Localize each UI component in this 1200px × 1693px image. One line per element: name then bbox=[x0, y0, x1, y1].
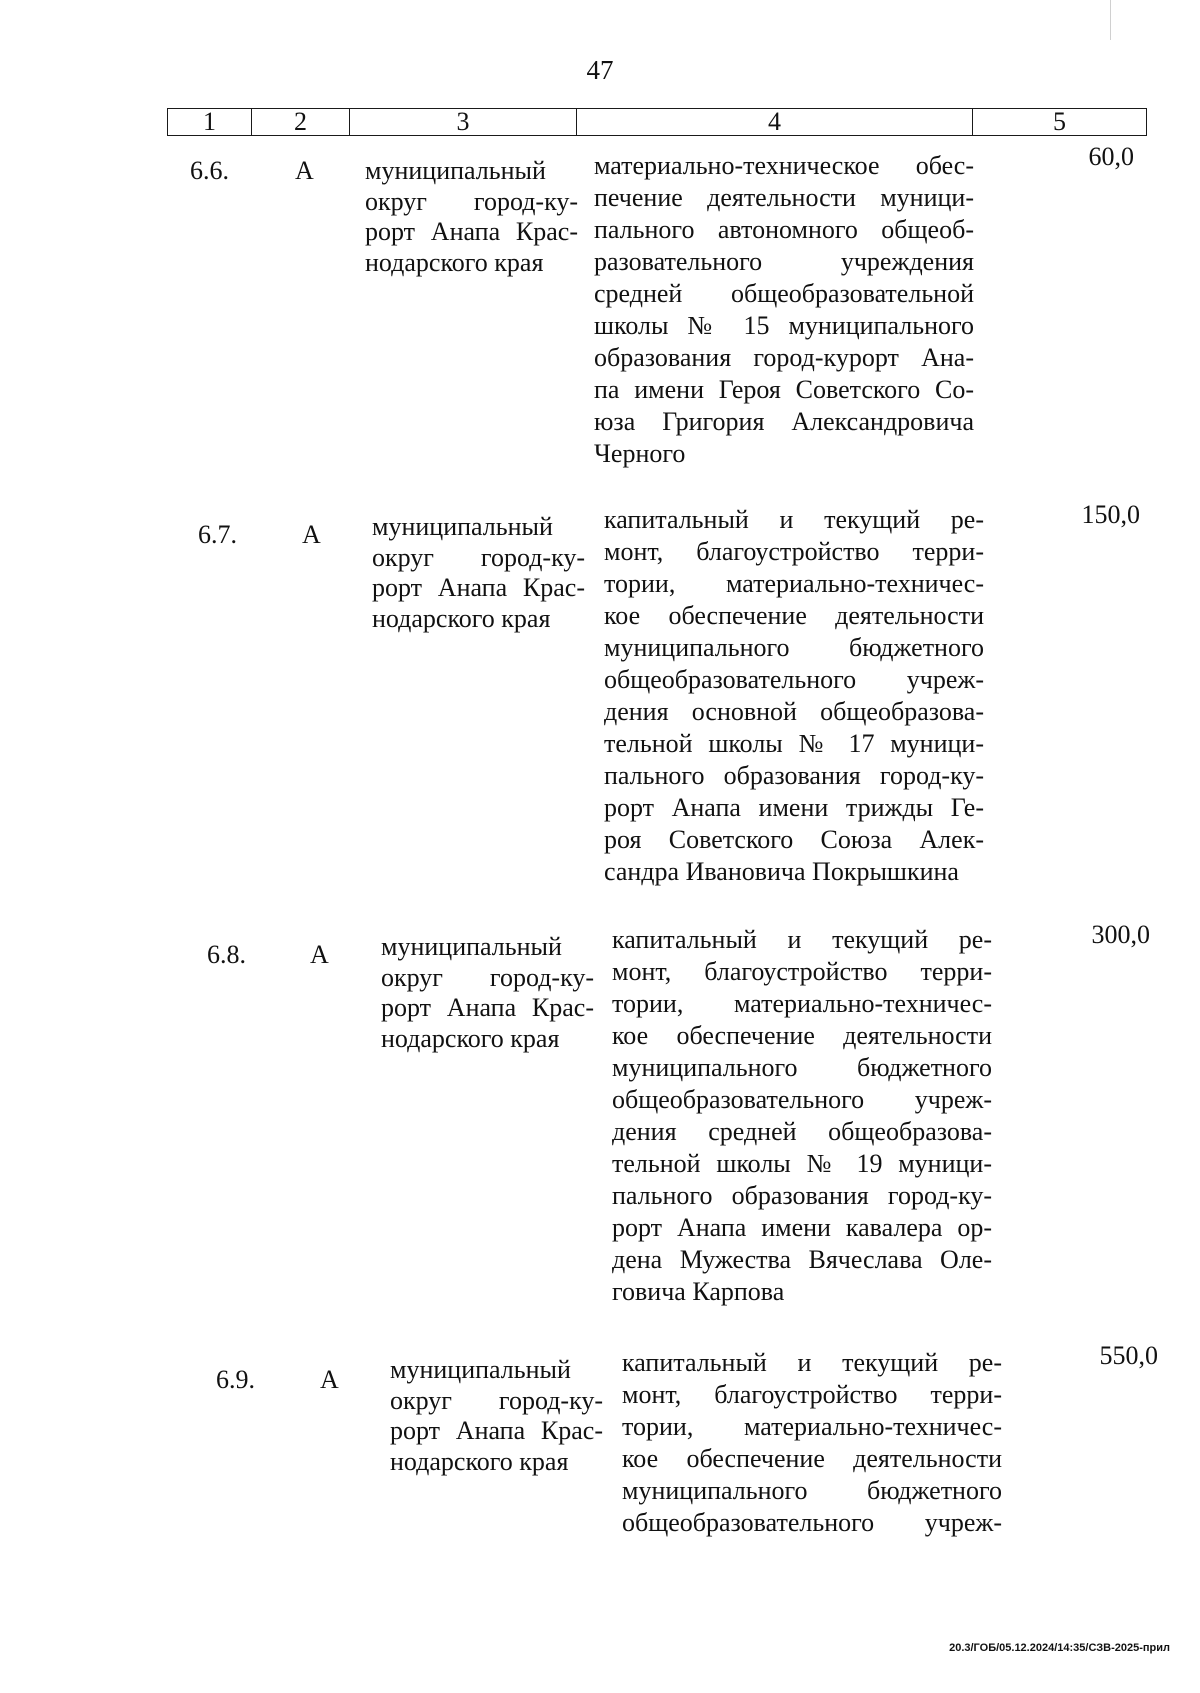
recipient-line: нодарского края bbox=[365, 247, 544, 277]
row-category: А bbox=[310, 940, 329, 969]
row-number: 6.7. bbox=[198, 520, 237, 549]
purpose-line: тельной школы № 19 муници- bbox=[612, 1149, 992, 1178]
row-amount: 300,0 bbox=[1091, 920, 1150, 949]
purpose-line: капитальный и текущий ре- bbox=[604, 505, 984, 534]
recipient-line: рорт Анапа Крас- bbox=[372, 573, 585, 602]
purpose-line: говича Карпова bbox=[612, 1277, 785, 1306]
row-recipient bbox=[381, 932, 594, 1054]
purpose-line: монт, благоустройство терри- bbox=[612, 957, 992, 986]
purpose-line: общеобразовательного учреж- bbox=[622, 1508, 1002, 1537]
document-footer-code: 20.3/ГОБ/05.12.2024/14:35/СЗВ-2025-прил bbox=[949, 1642, 1170, 1654]
purpose-line: монт, благоустройство терри- bbox=[604, 537, 984, 566]
purpose-line: сандра Ивановича Покрышкина bbox=[604, 857, 959, 886]
row-recipient bbox=[372, 512, 585, 634]
purpose-line: кое обеспечение деятельности bbox=[612, 1021, 992, 1050]
purpose-line: па имени Героя Советского Со- bbox=[594, 375, 974, 404]
purpose-line: юза Григория Александровича bbox=[594, 407, 974, 436]
purpose-line: общеобразовательного учреж- bbox=[604, 665, 984, 694]
page-number: 47 bbox=[586, 55, 614, 85]
row-recipient bbox=[390, 1355, 603, 1477]
row-purpose bbox=[612, 924, 992, 1308]
header-col-4: 4 bbox=[577, 109, 973, 136]
purpose-line: пального образования город-ку- bbox=[612, 1181, 992, 1210]
row-number: 6.8. bbox=[207, 940, 246, 969]
purpose-line: рорт Анапа имени трижды Ге- bbox=[604, 793, 984, 822]
purpose-line: средней общеобразовательной bbox=[594, 279, 974, 308]
purpose-line: капитальный и текущий ре- bbox=[622, 1348, 1002, 1377]
recipient-line: муниципальный bbox=[372, 512, 553, 541]
recipient-line: рорт Анапа Крас- bbox=[365, 217, 578, 246]
recipient-line: рорт Анапа Крас- bbox=[390, 1416, 603, 1445]
purpose-line: тории, материально-техничес- bbox=[622, 1412, 1002, 1441]
purpose-line: общеобразовательного учреж- bbox=[612, 1085, 992, 1114]
row-amount: 150,0 bbox=[1081, 500, 1140, 529]
row-number: 6.6. bbox=[190, 156, 229, 185]
purpose-line: материально-техническое обес- bbox=[594, 151, 974, 180]
purpose-line: Черного bbox=[594, 439, 686, 468]
recipient-line: муниципальный bbox=[365, 156, 546, 185]
purpose-line: школы № 15 муниципального bbox=[594, 311, 974, 340]
purpose-line: кое обеспечение деятельности bbox=[622, 1444, 1002, 1473]
purpose-line: капитальный и текущий ре- bbox=[612, 925, 992, 954]
row-category: А bbox=[302, 520, 321, 549]
row-purpose bbox=[594, 150, 974, 470]
row-category: А bbox=[320, 1365, 339, 1394]
purpose-line: печение деятельности муници- bbox=[594, 183, 974, 212]
purpose-line: муниципального бюджетного bbox=[604, 633, 984, 662]
recipient-line: округ город-ку- bbox=[365, 186, 578, 216]
purpose-line: разовательного учреждения bbox=[594, 247, 974, 276]
row-recipient bbox=[365, 156, 578, 278]
purpose-line: образования город-курорт Ана- bbox=[594, 343, 974, 372]
purpose-line: пального автономного общеоб- bbox=[594, 215, 974, 244]
row-amount: 550,0 bbox=[1099, 1341, 1158, 1370]
purpose-line: муниципального бюджетного bbox=[612, 1053, 992, 1082]
recipient-line: округ город-ку- bbox=[390, 1385, 603, 1415]
purpose-line: дения средней общеобразова- bbox=[612, 1117, 992, 1146]
table-header bbox=[167, 108, 1147, 136]
purpose-line: рорт Анапа имени кавалера ор- bbox=[612, 1213, 992, 1242]
header-col-1: 1 bbox=[168, 109, 252, 136]
purpose-line: дения основной общеобразова- bbox=[604, 697, 984, 726]
purpose-line: роя Советского Союза Алек- bbox=[604, 825, 984, 854]
purpose-line: пального образования город-ку- bbox=[604, 761, 984, 790]
recipient-line: муниципальный bbox=[390, 1355, 571, 1384]
row-purpose bbox=[604, 504, 984, 888]
purpose-line: монт, благоустройство терри- bbox=[622, 1380, 1002, 1409]
header-row bbox=[168, 109, 1147, 136]
purpose-line: муниципального бюджетного bbox=[622, 1476, 1002, 1505]
scan-artifact-line bbox=[1110, 0, 1111, 40]
purpose-line: дена Мужества Вячеслава Оле- bbox=[612, 1245, 992, 1274]
header-col-3: 3 bbox=[350, 109, 577, 136]
recipient-line: рорт Анапа Крас- bbox=[381, 993, 594, 1022]
purpose-line: тельной школы № 17 муници- bbox=[604, 729, 984, 758]
row-purpose bbox=[622, 1347, 1002, 1539]
header-col-5: 5 bbox=[973, 109, 1147, 136]
row-amount: 60,0 bbox=[1088, 142, 1134, 171]
purpose-line: тории, материально-техничес- bbox=[612, 989, 992, 1018]
recipient-line: муниципальный bbox=[381, 932, 562, 961]
recipient-line: округ город-ку- bbox=[372, 542, 585, 572]
recipient-line: нодарского края bbox=[390, 1446, 569, 1476]
purpose-line: кое обеспечение деятельности bbox=[604, 601, 984, 630]
purpose-line: тории, материально-техничес- bbox=[604, 569, 984, 598]
row-number: 6.9. bbox=[216, 1365, 255, 1394]
row-category: А bbox=[295, 156, 314, 185]
header-col-2: 2 bbox=[252, 109, 350, 136]
recipient-line: нодарского края bbox=[381, 1023, 560, 1053]
recipient-line: нодарского края bbox=[372, 603, 551, 633]
recipient-line: округ город-ку- bbox=[381, 962, 594, 992]
